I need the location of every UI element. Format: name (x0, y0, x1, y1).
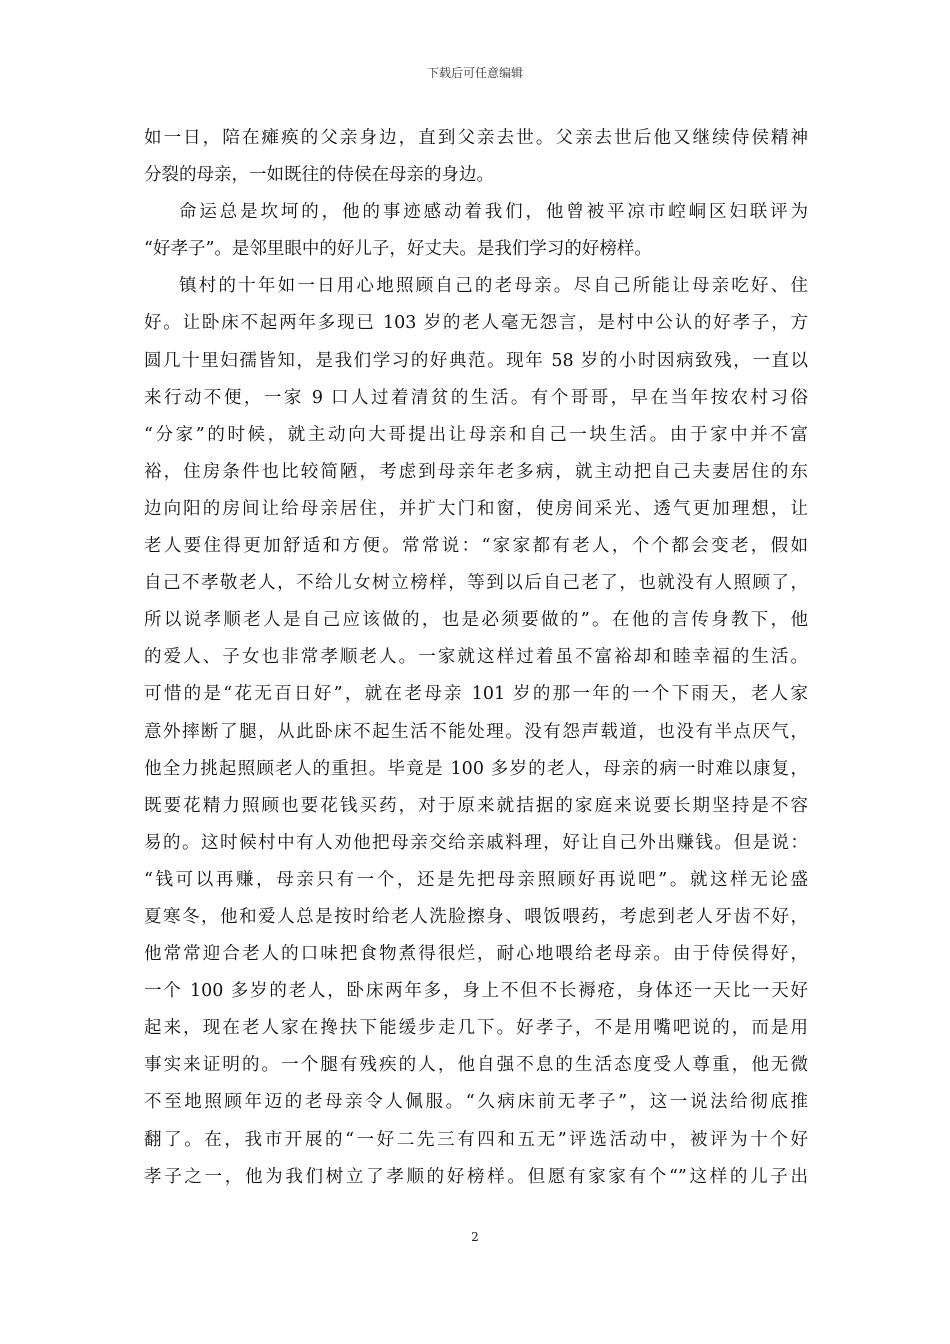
text-line: 命运总是坎坷的，他的事迹感动着我们，他曾被平凉市崆峒区妇联评为 (179, 202, 808, 223)
text-line: 边向阳的房间让给母亲居住，并扩大门和窗，使房间采光、透气更加理想，让 (144, 498, 808, 519)
text-line: 可惜的是“花无百日好”，就在老母亲 101 岁的那一年的一个下雨天，老人家 (144, 684, 808, 705)
text-line: 镇村的十年如一日用心地照顾自己的老母亲。尽自己所能让母亲吃好、住 (179, 276, 808, 297)
text-line: 好。让卧床不起两年多现已 103 岁的老人毫无怨言，是村中公认的好孝子，方 (144, 313, 808, 334)
text-line: 所以说孝顺老人是自己应该做的，也是必须要做的”。在他的言传身教下，他 (144, 610, 808, 631)
text-line: “分家”的时候，就主动向大哥提出让母亲和自己一块生活。由于家中并不富 (144, 424, 808, 445)
text-line: “钱可以再赚，母亲只有一个，还是先把母亲照顾好再说吧”。就这样无论盛 (144, 869, 808, 890)
document-body (144, 120, 808, 1196)
text-line: 自己不孝敬老人，不给儿女树立榜样，等到以后自己老了，也就没有人照顾了， (144, 573, 808, 594)
text-line: 一个 100 多岁的老人，卧床两年多，身上不但不长褥疮，身体还一天比一天好 (144, 981, 808, 1002)
text-line: 来行动不便，一家 9 口人过着清贫的生活。有个哥哥，早在当年按农村习俗 (144, 387, 808, 408)
text-line: 既要花精力照顾也要花钱买药，对于原来就拮据的家庭来说要长期坚持是不容 (144, 795, 808, 816)
text-line: “好孝子”。是邻里眼中的好儿子，好丈夫。是我们学习的好榜样。 (144, 239, 652, 260)
text-line: 不至地照顾年迈的老母亲令人佩服。“久病床前无孝子”，这一说法给彻底推 (144, 1092, 808, 1113)
text-line: 易的。这时候村中有人劝他把母亲交给亲戚料理，好让自己外出赚钱。但是说： (144, 832, 808, 853)
text-line: 他常常迎合老人的口味把食物煮得很烂，耐心地喂给老母亲。由于侍侯得好， (144, 944, 808, 965)
text-line: 起来，现在老人家在搀扶下能缓步走几下。好孝子，不是用嘴吧说的，而是用 (144, 1018, 808, 1039)
text-line: 事实来证明的。一个腿有残疾的人，他自强不息的生活态度受人尊重，他无微 (144, 1055, 808, 1076)
text-line: 翻了。在，我市开展的“一好二先三有四和五无”评选活动中，被评为十个好 (144, 1129, 808, 1150)
text-line: 他全力挑起照顾老人的重担。毕竟是 100 多岁的老人，母亲的病一时难以康复， (144, 758, 808, 779)
text-line: 裕，住房条件也比较简陋，考虑到母亲年老多病，就主动把自己夫妻居住的东 (144, 461, 808, 482)
page-number: 2 (471, 1230, 479, 1244)
page-header: 下载后可任意编辑 (426, 66, 523, 80)
text-line: 夏寒冬，他和爱人总是按时给老人洗脸擦身、喂饭喂药，考虑到老人牙齿不好， (144, 906, 808, 927)
text-line: 分裂的母亲，一如既往的侍侯在母亲的身边。 (144, 165, 494, 186)
text-line: 如一日，陪在瘫痪的父亲身边，直到父亲去世。父亲去世后他又继续侍侯精神 (144, 128, 808, 148)
text-line: 老人要住得更加舒适和方便。常常说：“家家都有老人，个个都会变老，假如 (144, 536, 808, 557)
text-line: 孝子之一，他为我们树立了孝顺的好榜样。但愿有家家有个“”这样的儿子出 (144, 1166, 808, 1187)
text-line: 圆几十里妇孺皆知，是我们学习的好典范。现年 58 岁的小时因病致残，一直以 (144, 350, 808, 371)
text-line: 的爱人、子女也非常孝顺老人。一家就这样过着虽不富裕却和睦幸福的生活。 (144, 647, 808, 668)
text-line: 意外摔断了腿，从此卧床不起生活不能处理。没有怨声载道，也没有半点厌气， (144, 721, 808, 742)
